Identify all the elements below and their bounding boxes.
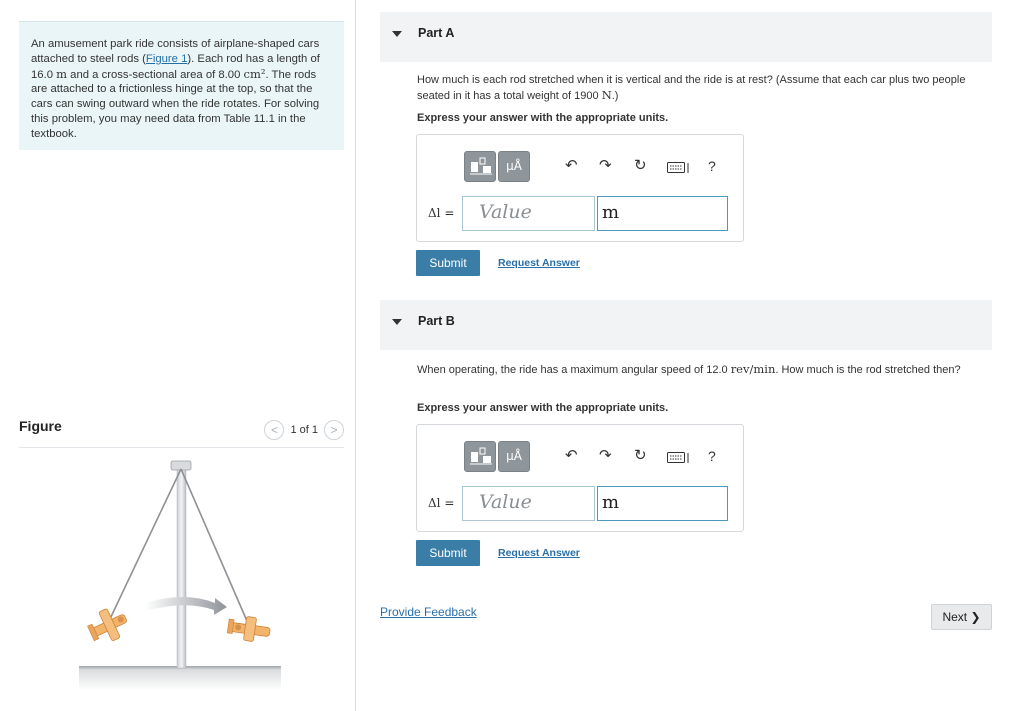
right-airplane-car: [227, 614, 272, 644]
part-b-answer-box: [416, 424, 744, 532]
reset-icon[interactable]: ↻: [634, 157, 647, 174]
part-b-question-text: When operating, the ride has a maximum angular speed of 12.0: [417, 364, 731, 376]
figure-title: Figure: [19, 418, 62, 434]
templates-button[interactable]: [464, 151, 496, 182]
problem-statement: [19, 21, 344, 150]
column-divider: [355, 0, 356, 711]
delta-l-label: Δl =: [428, 496, 455, 510]
template-icon: [465, 152, 497, 183]
center-pole: [177, 465, 186, 668]
next-figure-button[interactable]: >: [324, 420, 344, 440]
part-a-question-text: How much is each rod stretched when it is vertical and the ride is at rest? (Assume that each car plus two people seated in it has a total weight of 1900: [417, 74, 966, 102]
part-a-instruction: Express your answer with the appropriate units.: [417, 112, 669, 124]
part-b-submit-button[interactable]: Submit: [416, 540, 480, 566]
unit-cm2: cm²: [243, 66, 266, 81]
help-icon[interactable]: ?: [708, 158, 716, 174]
problem-text-1: An amusement park ride consists of airplane-shaped cars attached to steel rods (: [31, 38, 320, 65]
templates-button[interactable]: [464, 441, 496, 472]
unit-input[interactable]: m: [597, 486, 728, 521]
redo-icon[interactable]: ↷: [599, 157, 612, 174]
problem-text-4: . The rods are attached to a frictionless hinge at the top, so that the cars can swing outward when the ride rotates. For solving this problem, you may need data from Table 11.1 in the textbook.: [31, 68, 320, 140]
part-a-header[interactable]: [380, 12, 992, 62]
redo-icon[interactable]: ↷: [599, 447, 612, 464]
hinge: [171, 461, 191, 470]
part-a-submit-button[interactable]: Submit: [416, 250, 480, 276]
collapse-triangle-icon[interactable]: [392, 319, 402, 325]
part-a-question: [417, 73, 985, 103]
part-a-question-unit: N: [601, 87, 612, 102]
left-airplane-car: [84, 603, 132, 648]
unit-m: m: [56, 66, 68, 81]
value-input[interactable]: Value: [462, 486, 595, 521]
template-icon: [465, 442, 497, 473]
figure-link[interactable]: Figure 1: [145, 52, 188, 65]
left-column: [0, 0, 356, 711]
part-a-question-end: .): [611, 89, 619, 102]
delta-l-label: Δl =: [428, 206, 455, 220]
part-a-title: Part A: [418, 26, 455, 40]
part-b-question-unit: rev/min: [730, 362, 776, 376]
part-b-question-end: . How much is the rod stretched then?: [775, 364, 961, 376]
ground: [79, 666, 281, 690]
keyboard-icon[interactable]: [667, 161, 691, 179]
part-b-header[interactable]: [380, 300, 992, 350]
reset-icon[interactable]: ↻: [634, 447, 647, 464]
part-b-title: Part B: [418, 314, 455, 328]
undo-icon[interactable]: ↶: [565, 447, 578, 464]
amusement-ride-figure: [75, 455, 290, 690]
previous-figure-button[interactable]: <: [264, 420, 284, 440]
figure-header: [19, 416, 344, 448]
collapse-triangle-icon[interactable]: [392, 31, 402, 37]
units-button[interactable]: μÅ: [498, 441, 530, 472]
figure-page-count: 1 of 1: [290, 424, 318, 436]
unit-input[interactable]: m: [597, 196, 728, 231]
part-a-answer-box: [416, 134, 744, 242]
part-b-request-answer-link[interactable]: Request Answer: [498, 547, 580, 559]
part-b-question: [417, 362, 985, 378]
part-b-instruction: Express your answer with the appropriate units.: [417, 402, 669, 414]
problem-text-2: ). Each rod has a length of 16.0: [31, 52, 320, 81]
value-input[interactable]: Value: [462, 196, 595, 231]
provide-feedback-link[interactable]: Provide Feedback: [380, 605, 477, 619]
problem-text-3: and a cross-sectional area of 8.00: [67, 68, 244, 81]
part-a-request-answer-link[interactable]: Request Answer: [498, 257, 580, 269]
undo-icon[interactable]: ↶: [565, 157, 578, 174]
figure-pager: [264, 420, 344, 440]
keyboard-icon[interactable]: [667, 451, 691, 469]
next-button[interactable]: Next ❯: [931, 604, 992, 630]
help-icon[interactable]: ?: [708, 448, 716, 464]
units-button[interactable]: μÅ: [498, 151, 530, 182]
